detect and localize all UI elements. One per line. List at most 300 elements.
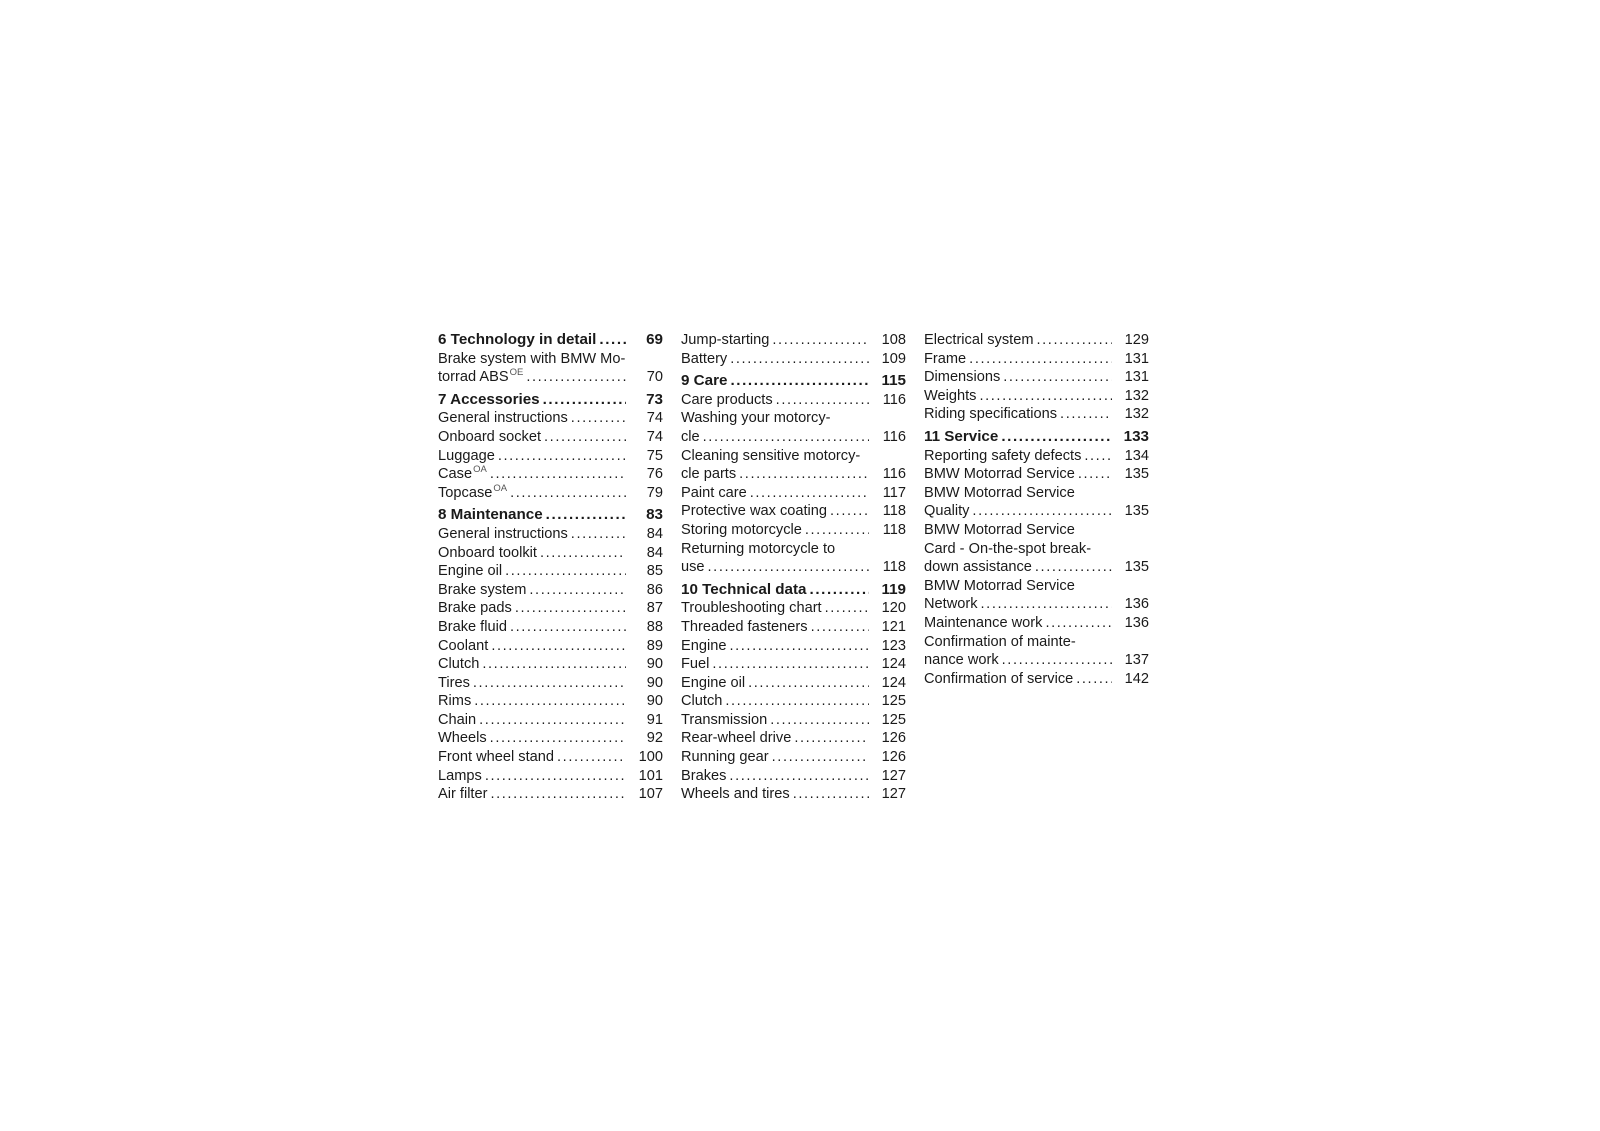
toc-chapter-entry[interactable]: [438, 506, 663, 525]
toc-entry-text-line: BMW Motorrad Service: [924, 577, 1075, 594]
toc-entry-leader-row: [924, 447, 1149, 466]
toc-entry-title: [681, 674, 745, 693]
dot-leader: [510, 618, 626, 637]
dot-leader: [1060, 405, 1112, 424]
toc-page-number: 85: [646, 563, 663, 580]
toc-entry[interactable]: [924, 577, 1149, 614]
toc-entry-leader-row: [924, 670, 1149, 689]
toc-entry-title: [438, 618, 507, 637]
toc-page-number: 76: [646, 466, 663, 483]
toc-entry-leader-row: [681, 785, 906, 804]
dot-leader: [1002, 651, 1112, 670]
toc-entry-text-line: Confirmation of mainte-: [924, 633, 1076, 650]
toc-entry-title: [438, 506, 543, 525]
toc-entry[interactable]: [681, 767, 906, 786]
equipment-badge: OA: [493, 482, 508, 494]
equipment-badge: OA: [473, 464, 487, 476]
toc-entry-title: [681, 521, 802, 540]
toc-entry-leader-row: [924, 428, 1149, 447]
dot-leader: [1078, 465, 1112, 484]
toc-entry-text-line: Brake system with BMW Mo-: [438, 350, 626, 367]
dot-leader: [981, 595, 1112, 614]
toc-entry-title-text: 7 Accessories: [438, 390, 540, 408]
toc-entry-leader-row: [681, 391, 906, 410]
toc-entry-title-text: Luggage: [438, 447, 495, 464]
toc-entry-leader-row: [438, 544, 663, 563]
toc-entry-title: [924, 405, 1057, 424]
toc-entry-title: [681, 729, 791, 748]
toc-page-number: 79: [646, 484, 663, 501]
toc-entry[interactable]: [681, 674, 906, 693]
toc-entry[interactable]: [438, 484, 663, 503]
toc-page-number: 123: [881, 637, 906, 654]
toc-page-number: 127: [881, 767, 906, 784]
toc-entry-title: [924, 428, 998, 447]
toc-entry[interactable]: [681, 409, 906, 446]
toc-page-number: 136: [1124, 614, 1149, 631]
toc-entry[interactable]: [681, 711, 906, 730]
toc-entry[interactable]: [681, 637, 906, 656]
toc-entry-title-text: Air filter: [438, 786, 488, 803]
toc-entry[interactable]: [924, 350, 1149, 369]
toc-entry-title: [681, 465, 736, 484]
toc-entry-title-text: Running gear: [681, 749, 769, 766]
toc-entry-leader-row: [438, 729, 663, 748]
toc-entry-title: [438, 748, 554, 767]
dot-leader: [825, 599, 869, 618]
toc-entry[interactable]: [681, 692, 906, 711]
toc-page-number: 132: [1124, 406, 1149, 423]
toc-entry-leader-row: [681, 711, 906, 730]
toc-entry-title-text: Care products: [681, 391, 773, 408]
toc-page-number: 109: [881, 350, 906, 367]
toc-page-number: 73: [646, 390, 663, 408]
dot-leader: [730, 350, 869, 369]
toc-entry-title-text: 8 Maintenance: [438, 506, 543, 524]
dot-leader: [490, 729, 626, 748]
toc-entry[interactable]: [438, 447, 663, 466]
toc-entry-title: [438, 409, 568, 428]
toc-entry-title: [681, 331, 769, 350]
toc-entry-leader-row: [438, 409, 663, 428]
dot-leader: [703, 428, 869, 447]
dot-leader: [543, 391, 626, 410]
toc-chapter-entry[interactable]: [438, 331, 663, 350]
toc-entry[interactable]: [681, 350, 906, 369]
dot-leader: [599, 331, 626, 350]
toc-entry-title: [924, 368, 1000, 387]
toc-entry[interactable]: [924, 484, 1149, 521]
toc-entry-title-text: cle: [681, 428, 700, 445]
dot-leader: [729, 637, 869, 656]
toc-entry-title-text: Paint care: [681, 484, 747, 501]
toc-entry-title-text: Tires: [438, 674, 470, 691]
toc-entry-title-text: down assistance: [924, 559, 1032, 576]
toc-entry[interactable]: [438, 637, 663, 656]
toc-entry-leader-row: [681, 502, 906, 521]
dot-leader: [772, 331, 869, 350]
toc-entry-title: [438, 391, 540, 410]
dot-leader: [546, 506, 626, 525]
dot-leader: [739, 465, 869, 484]
dot-leader: [557, 748, 626, 767]
toc-page-number: 125: [881, 693, 906, 710]
toc-entry-leader-row: [924, 465, 1149, 484]
toc-entry-title-text: Riding specifications: [924, 406, 1058, 423]
toc-page-number: 118: [882, 503, 906, 520]
toc-entry[interactable]: [924, 368, 1149, 387]
dot-leader: [730, 372, 869, 391]
dot-leader: [490, 465, 626, 484]
toc-chapter-entry[interactable]: [438, 391, 663, 410]
toc-page-number: 86: [646, 581, 663, 598]
toc-page-number: 125: [881, 711, 906, 728]
toc-entry-title-text: 10 Technical data: [681, 580, 807, 598]
toc-entry-title-text: Lamps: [438, 767, 482, 784]
toc-entry[interactable]: [924, 405, 1149, 424]
toc-page-number: 90: [646, 693, 663, 710]
toc-entry-title-text: Wheels: [438, 730, 487, 747]
toc-entry-title-text: Network: [924, 596, 978, 613]
toc-entry-title: [681, 711, 767, 730]
dot-leader: [748, 674, 869, 693]
toc-entry-title: [681, 581, 807, 600]
toc-entry-title: [681, 748, 769, 767]
toc-entry-title-text: Fuel: [681, 656, 710, 673]
toc-entry-title-text: BMW Motorrad Service: [924, 466, 1075, 483]
toc-entry-leader-row: [681, 581, 906, 600]
toc-entry-text-line: Returning motorcycle to: [681, 540, 836, 557]
toc-entry-title: [438, 692, 471, 711]
toc-page-number: 121: [881, 618, 906, 635]
toc-entry-leader-row: [681, 521, 906, 540]
toc-page-number: 135: [1124, 559, 1149, 576]
dot-leader: [830, 502, 869, 521]
toc-entry-title: [924, 447, 1081, 466]
equipment-badge: OE: [509, 367, 524, 379]
dot-leader: [811, 618, 869, 637]
dot-leader: [571, 409, 626, 428]
toc-entry-leader-row: [924, 502, 1149, 521]
toc-entry[interactable]: [438, 599, 663, 618]
toc-entry-title-text: Engine oil: [681, 674, 746, 691]
toc-entry[interactable]: [438, 525, 663, 544]
toc-entry-title: [438, 484, 507, 503]
toc-entry[interactable]: [438, 618, 663, 637]
toc-entry[interactable]: [438, 655, 663, 674]
toc-page-number: 69: [646, 331, 663, 348]
toc-entry-title: [681, 692, 722, 711]
toc-entry-text-line: BMW Motorrad Service: [924, 484, 1075, 501]
dot-leader: [479, 711, 626, 730]
toc-entry[interactable]: [681, 447, 906, 484]
dot-leader: [491, 637, 626, 656]
toc-entry[interactable]: [924, 521, 1149, 577]
toc-entry-title: [438, 428, 541, 447]
toc-page-number: 75: [646, 447, 663, 464]
dot-leader: [571, 525, 626, 544]
toc-entry-title: [438, 599, 512, 618]
toc-entry[interactable]: [924, 447, 1149, 466]
toc-entry-leader-row: [438, 331, 663, 350]
toc-entry-title: [681, 391, 773, 410]
toc-page-number: 131: [1124, 369, 1149, 386]
toc-entry[interactable]: [438, 409, 663, 428]
toc-entry-title-text: Brake system: [438, 581, 527, 598]
toc-entry-title: [681, 637, 726, 656]
toc-entry-title: [438, 674, 470, 693]
toc-page-number: 116: [882, 466, 906, 483]
toc-entry-title-text: Chain: [438, 711, 477, 728]
toc-entry-title: [438, 637, 488, 656]
toc-entry-leader-row: [681, 748, 906, 767]
dot-leader: [979, 387, 1112, 406]
toc-entry-title: [681, 428, 700, 447]
toc-page-number: 127: [881, 786, 906, 803]
toc-entry[interactable]: [438, 692, 663, 711]
toc-page-number: 135: [1124, 466, 1149, 483]
toc-entry[interactable]: [438, 581, 663, 600]
toc-page-number: 88: [646, 618, 663, 635]
toc-entry-leader-row: [438, 525, 663, 544]
toc-entry[interactable]: [438, 428, 663, 447]
toc-entry-leader-row: [438, 767, 663, 786]
toc-entry-leader-row: [681, 637, 906, 656]
toc-entry-leader-row: [438, 692, 663, 711]
toc-entry-title-text: Frame: [924, 350, 967, 367]
dot-leader: [708, 558, 869, 577]
dot-leader: [526, 368, 626, 387]
toc-entry[interactable]: [924, 465, 1149, 484]
dot-leader: [510, 484, 626, 503]
toc-entry[interactable]: [924, 387, 1149, 406]
toc-entry[interactable]: [438, 562, 663, 581]
toc-entry-leader-row: [924, 614, 1149, 633]
toc-entry-title: [438, 767, 482, 786]
toc-entry-title: [438, 562, 502, 581]
toc-entry-title-text: Troubleshooting chart: [681, 600, 822, 617]
toc-entry[interactable]: [438, 767, 663, 786]
toc-entry[interactable]: [681, 729, 906, 748]
toc-entry[interactable]: [438, 674, 663, 693]
toc-entry-title-text: Engine: [681, 637, 727, 654]
dot-leader: [729, 767, 869, 786]
dot-leader: [1003, 368, 1112, 387]
toc-entry-title-text: 6 Technology in detail: [438, 331, 597, 348]
toc-page-number: 70: [646, 369, 663, 386]
toc-entry-title-text: torrad ABS: [438, 369, 509, 386]
toc-entry-title-text: Coolant: [438, 637, 489, 654]
toc-page-number: 90: [646, 674, 663, 691]
toc-entry-title: [681, 558, 705, 577]
toc-page-number: 136: [1124, 596, 1149, 613]
toc-column-2: [681, 331, 906, 804]
dot-leader: [805, 521, 869, 540]
toc-entry-title: [924, 465, 1075, 484]
toc-page-number: 142: [1124, 670, 1149, 687]
dot-leader: [750, 484, 869, 503]
toc-entry-title-text: 9 Care: [681, 372, 728, 390]
toc-entry-title-text: Brake pads: [438, 600, 512, 617]
toc-entry-title: [438, 729, 487, 748]
toc-page-number: 133: [1123, 427, 1149, 445]
toc-page-number: 108: [881, 332, 906, 348]
toc-page-number: 107: [638, 786, 663, 803]
toc-entry[interactable]: [438, 544, 663, 563]
toc-entry[interactable]: [438, 711, 663, 730]
toc-entry-title-text: Clutch: [681, 693, 723, 710]
toc-entry[interactable]: [681, 655, 906, 674]
dot-leader: [529, 581, 626, 600]
toc-entry-leader-row: [681, 558, 906, 577]
toc-entry[interactable]: [681, 331, 906, 350]
toc-page-number: 116: [882, 391, 906, 408]
toc-entry[interactable]: [681, 599, 906, 618]
toc-entry-title-text: Storing motorcycle: [681, 521, 802, 538]
toc-entry-leader-row: [438, 674, 663, 693]
toc-page-number: 84: [646, 525, 663, 542]
toc-page-number: 92: [646, 730, 663, 747]
toc-entry-title: [438, 711, 476, 730]
toc-entry-title-text: Confirmation of service: [924, 670, 1074, 687]
toc-page-number: 91: [646, 711, 663, 728]
toc-entry[interactable]: [681, 748, 906, 767]
toc-page-number: 101: [638, 767, 663, 784]
toc-entry-leader-row: [438, 581, 663, 600]
dot-leader: [794, 729, 869, 748]
toc-page-number: 124: [881, 656, 906, 673]
toc-entry-title-text: Reporting safety defects: [924, 447, 1082, 464]
toc-entry-leader-row: [438, 748, 663, 767]
toc-page-number: 116: [882, 428, 906, 445]
toc-entry-title: [681, 599, 822, 618]
toc-entry-leader-row: [681, 350, 906, 369]
toc-entry-title: [438, 447, 495, 466]
toc-entry-leader-row: [924, 651, 1149, 670]
toc-entry-leader-row: [438, 428, 663, 447]
toc-entry[interactable]: [924, 633, 1149, 670]
toc-entry-title-text: General instructions: [438, 410, 568, 427]
toc-entry-title: [924, 595, 978, 614]
toc-entry-leader-row: [438, 599, 663, 618]
toc-entry-title: [924, 558, 1032, 577]
toc-entry-title: [924, 331, 1033, 350]
dot-leader: [810, 581, 870, 600]
toc-entry[interactable]: [681, 484, 906, 503]
toc-entry-title-text: Brake fluid: [438, 618, 507, 635]
dot-leader: [1035, 558, 1112, 577]
toc-entry-title: [681, 618, 808, 637]
toc-page-number: 129: [1124, 332, 1149, 348]
toc-entry[interactable]: [681, 785, 906, 804]
toc-entry-leader-row: [924, 368, 1149, 387]
toc-entry-title: [924, 614, 1042, 633]
toc-entry-title-text: Rims: [438, 693, 472, 710]
toc-entry-title: [438, 368, 523, 387]
dot-leader: [474, 692, 626, 711]
toc-entry-title-text: General instructions: [438, 525, 568, 542]
toc-page-number: 115: [881, 372, 906, 390]
toc-entry-title-text: Transmission: [681, 711, 768, 728]
toc-entry-title-text: Clutch: [438, 656, 480, 673]
dot-leader: [793, 785, 869, 804]
toc-chapter-entry[interactable]: [681, 372, 906, 391]
toc-entry-title: [438, 544, 537, 563]
toc-entry-title: [438, 465, 487, 484]
toc-entry-title-text: Brakes: [681, 767, 727, 784]
toc-entry-title-text: nance work: [924, 652, 999, 669]
toc-page-number: 124: [881, 674, 906, 691]
dot-leader: [1001, 428, 1112, 447]
toc-entry-title: [924, 350, 966, 369]
toc-entry-text-line: BMW Motorrad Service: [924, 521, 1075, 538]
toc-page-number: 100: [638, 749, 663, 766]
toc-entry[interactable]: [438, 465, 663, 484]
toc-entry-title-text: use: [681, 559, 705, 576]
toc-entry-title: [924, 387, 976, 406]
toc-page-number: 90: [646, 656, 663, 673]
dot-leader: [490, 785, 626, 804]
toc-entry-title: [681, 350, 727, 369]
dot-leader: [482, 655, 626, 674]
dot-leader: [972, 502, 1112, 521]
toc-entry-title-text: Protective wax coating: [681, 503, 828, 520]
toc-entry-leader-row: [438, 618, 663, 637]
toc-entry[interactable]: [438, 729, 663, 748]
toc-entry[interactable]: [438, 350, 663, 387]
toc-entry-leader-row: [681, 729, 906, 748]
toc-entry[interactable]: [681, 618, 906, 637]
toc-entry-leader-row: [681, 767, 906, 786]
dot-leader: [485, 767, 626, 786]
toc-entry[interactable]: [924, 331, 1149, 350]
toc-entry-title-text: Weights: [924, 387, 977, 404]
toc-chapter-entry[interactable]: [924, 428, 1149, 447]
toc-page-number: 74: [646, 410, 663, 427]
toc-entry[interactable]: [924, 614, 1149, 633]
toc-entry-text-line: Washing your motorcy-: [681, 410, 831, 427]
toc-entry[interactable]: [681, 540, 906, 577]
toc-entry-leader-row: [438, 562, 663, 581]
toc-entry[interactable]: [438, 748, 663, 767]
toc-page-number: 74: [646, 428, 663, 445]
dot-leader: [1045, 614, 1112, 633]
toc-entry-leader-row: [681, 692, 906, 711]
toc-chapter-entry[interactable]: [681, 581, 906, 600]
dot-leader: [712, 655, 869, 674]
toc-page-number: 118: [882, 559, 906, 576]
toc-page-number: 118: [882, 521, 906, 538]
toc-entry-leader-row: [438, 655, 663, 674]
toc-entry-title-text: Battery: [681, 350, 728, 367]
toc-entry[interactable]: [438, 785, 663, 804]
toc-entry-leader-row: [438, 368, 663, 387]
dot-leader: [544, 428, 626, 447]
dot-leader: [772, 748, 869, 767]
toc-entry-leader-row: [438, 637, 663, 656]
toc-entry-title-text: 11 Service: [924, 427, 999, 445]
toc-entry-title-text: Threaded fasteners: [681, 618, 808, 635]
toc-entry-title: [681, 767, 726, 786]
toc-entry-title: [438, 525, 568, 544]
dot-leader: [770, 711, 869, 730]
toc-entry[interactable]: [681, 502, 906, 521]
toc-entry-leader-row: [438, 465, 663, 484]
toc-entry[interactable]: [681, 391, 906, 410]
toc-entry[interactable]: [924, 670, 1149, 689]
toc-entry-title-text: Onboard toolkit: [438, 544, 537, 561]
toc-entry[interactable]: [681, 521, 906, 540]
